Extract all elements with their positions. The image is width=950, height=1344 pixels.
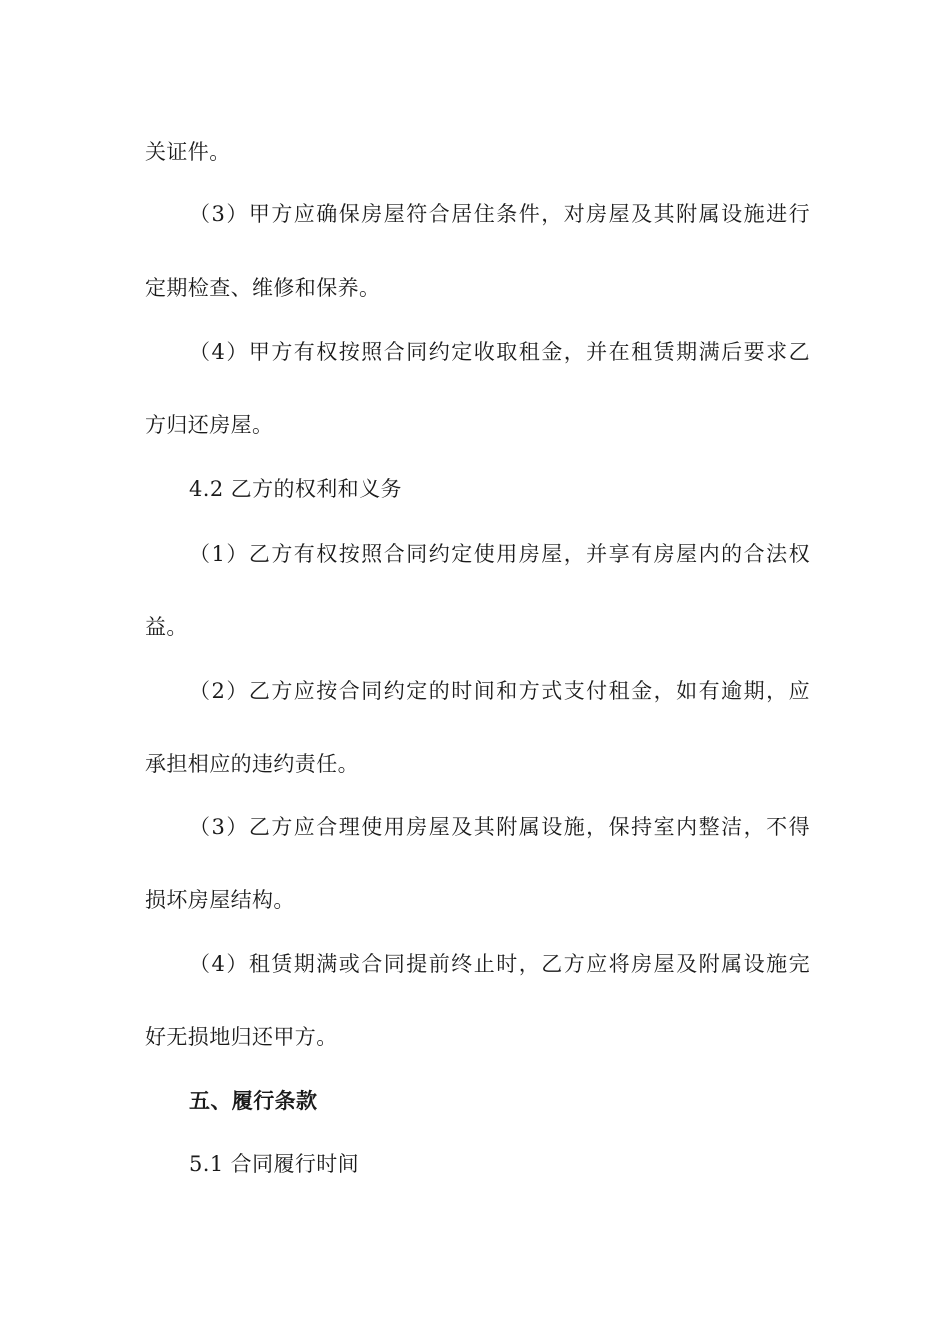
clause-4-2-3-line-1: （3）乙方应合理使用房屋及其附属设施，保持室内整洁，不得 xyxy=(189,815,810,839)
paragraph-continuation: 关证件。 xyxy=(145,140,231,164)
section-5-1-heading: 5.1 合同履行时间 xyxy=(189,1152,360,1176)
clause-4-2-4-line-1: （4）租赁期满或合同提前终止时，乙方应将房屋及附属设施完 xyxy=(189,952,810,976)
section-4-2-heading: 4.2 乙方的权利和义务 xyxy=(189,477,402,501)
section-5-heading: 五、履行条款 xyxy=(189,1088,318,1113)
clause-4-1-3-line-2: 定期检查、维修和保养。 xyxy=(145,276,381,300)
clause-4-2-1-line-2: 益。 xyxy=(145,615,188,639)
clause-4-1-4-line-2: 方归还房屋。 xyxy=(145,413,274,437)
clause-4-1-4-line-1: （4）甲方有权按照合同约定收取租金，并在租赁期满后要求乙 xyxy=(189,340,810,364)
clause-4-1-3-line-1: （3）甲方应确保房屋符合居住条件，对房屋及其附属设施进行 xyxy=(189,202,810,226)
clause-4-2-1-line-1: （1）乙方有权按照合同约定使用房屋，并享有房屋内的合法权 xyxy=(189,542,810,566)
clause-4-2-2-line-1: （2）乙方应按合同约定的时间和方式支付租金，如有逾期，应 xyxy=(189,679,810,703)
clause-4-2-2-line-2: 承担相应的违约责任。 xyxy=(145,752,359,776)
clause-4-2-3-line-2: 损坏房屋结构。 xyxy=(145,888,295,912)
clause-4-2-4-line-2: 好无损地归还甲方。 xyxy=(145,1025,338,1049)
